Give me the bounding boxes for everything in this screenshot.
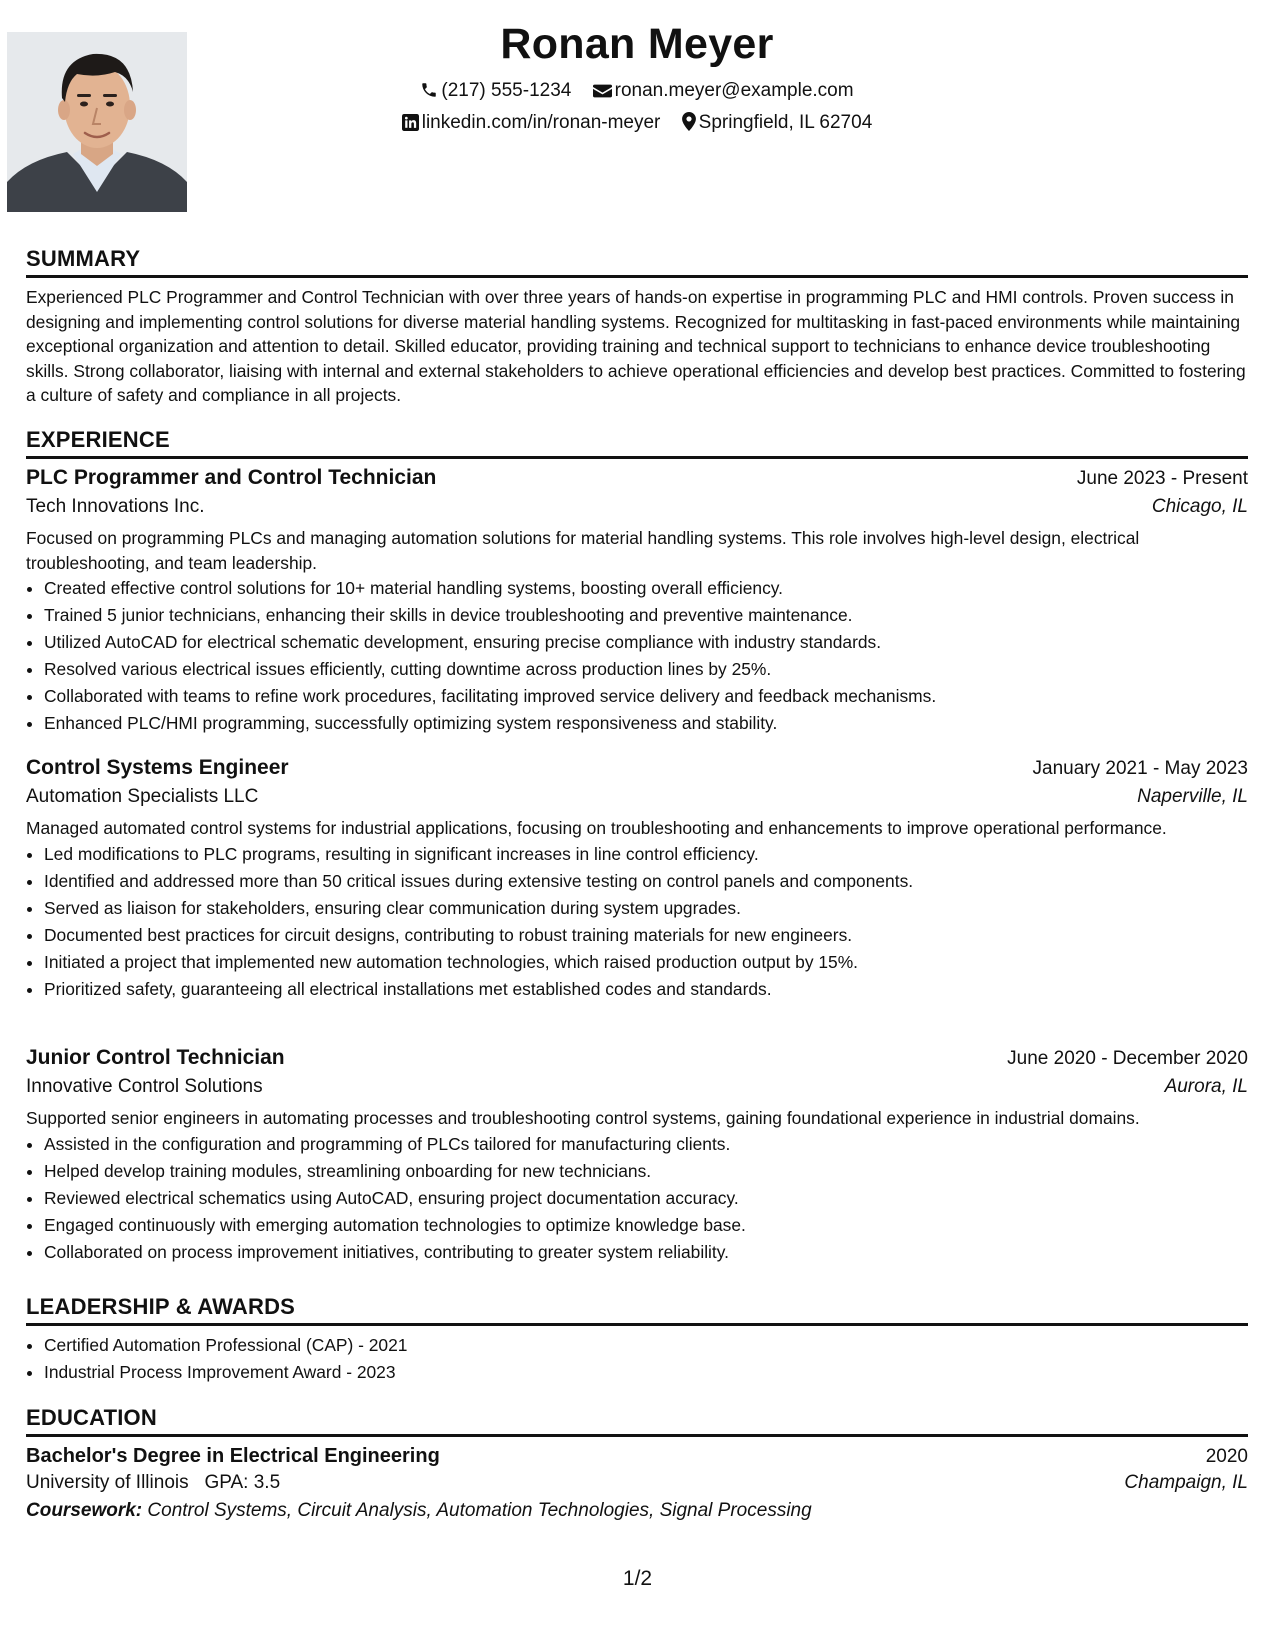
job-company: Tech Innovations Inc. — [26, 496, 205, 517]
job-entry — [26, 1046, 1248, 1266]
contact-line-1 — [26, 80, 1248, 102]
location-text: Springfield, IL 62704 — [698, 112, 873, 133]
job-company: Innovative Control Solutions — [26, 1076, 263, 1097]
job-description: Focused on programming PLCs and managing automation solutions for material handling systems. This role involves high-level design, electrical troubleshooting, and team leadership. — [26, 528, 1140, 573]
page-number: 1/2 — [622, 1567, 653, 1590]
phone-icon — [420, 81, 438, 99]
coursework-list: Control Systems, Circuit Analysis, Automation Technologies, Signal Processing — [147, 1500, 812, 1521]
awards-list — [26, 1332, 1248, 1386]
job-dates: June 2023 - Present — [1076, 468, 1248, 489]
linkedin-text: linkedin.com/in/ronan-meyer — [421, 112, 661, 133]
job-location: Naperville, IL — [1137, 786, 1248, 807]
list-item: • Collaborated on process improvement initiatives, contributing to greater system reliability. — [44, 1239, 1248, 1266]
list-item: • Trained 5 junior technicians, enhancing their skills in device troubleshooting and preventive maintenance. — [44, 602, 1248, 629]
list-item: • Documented best practices for circuit designs, contributing to robust training materials for new engineers. — [44, 922, 1248, 949]
job-company: Automation Specialists LLC — [26, 786, 259, 807]
list-item: • Resolved various electrical issues efficiently, cutting downtime across production lines by 25%. — [44, 656, 1248, 683]
job-dates: June 2020 - December 2020 — [1007, 1048, 1248, 1069]
education-section — [26, 1405, 1248, 1522]
list-item: • Created effective control solutions for 10+ material handling systems, boosting overall efficiency. — [44, 575, 1248, 602]
degree-title: Bachelor's Degree in Electrical Engineering — [26, 1445, 440, 1467]
job-title: PLC Programmer and Control Technician — [26, 466, 437, 489]
graduation-year: 2020 — [1205, 1446, 1248, 1467]
list-item: • Identified and addressed more than 50 critical issues during extensive testing on control panels and components. — [44, 868, 1248, 895]
list-item: • Helped develop training modules, streamlining onboarding for new technicians. — [44, 1158, 1248, 1185]
contact-line-2 — [26, 112, 1248, 134]
contact-location — [682, 112, 873, 134]
job-description: Managed automated control systems for industrial applications, focusing on troubleshooting and enhancements to improve operational performance. — [26, 818, 1167, 838]
list-item: • Assisted in the configuration and programming of PLCs tailored for manufacturing clients. — [44, 1131, 1248, 1158]
envelope-icon — [593, 83, 612, 99]
map-pin-icon — [682, 112, 696, 131]
list-item: • Reviewed electrical schematics using AutoCAD, ensuring project documentation accuracy. — [44, 1185, 1248, 1212]
school-name: University of Illinois — [26, 1472, 189, 1493]
contact-email[interactable] — [593, 80, 854, 102]
list-item: • Enhanced PLC/HMI programming, successfully optimizing system responsiveness and stability. — [44, 710, 1248, 737]
section-title-education: EDUCATION — [26, 1405, 1248, 1437]
experience-section — [26, 427, 1248, 459]
linkedin-icon — [402, 114, 419, 131]
job-dates: January 2021 - May 2023 — [1032, 758, 1248, 779]
list-item: • Certified Automation Professional (CAP) - 2021 — [44, 1332, 1248, 1359]
list-item: • Collaborated with teams to refine work procedures, facilitating improved service delivery and feedback mechanisms. — [44, 683, 1248, 710]
list-item: • Industrial Process Improvement Award - 2023 — [44, 1359, 1248, 1386]
job-entry — [26, 466, 1248, 737]
list-item: • Prioritized safety, guaranteeing all electrical installations met established codes and standards. — [44, 976, 1248, 1003]
section-title-leadership: LEADERSHIP & AWARDS — [26, 1294, 1248, 1326]
job-entry — [26, 756, 1248, 1003]
summary-section — [26, 246, 1248, 408]
list-item: • Initiated a project that implemented new automation technologies, which raised production output by 15%. — [44, 949, 1248, 976]
gpa: GPA: 3.5 — [204, 1472, 281, 1493]
list-item: • Led modifications to PLC programs, resulting in significant increases in line control efficiency. — [44, 841, 1248, 868]
job-description: Supported senior engineers in automating processes and troubleshooting control systems, gaining foundational experience in industrial domains. — [26, 1108, 1140, 1128]
job-title: Junior Control Technician — [26, 1046, 285, 1069]
leadership-section — [26, 1294, 1248, 1386]
coursework — [26, 1500, 1248, 1522]
school-location: Champaign, IL — [1124, 1472, 1248, 1493]
job-bullets — [26, 1131, 1248, 1266]
contact-phone[interactable] — [420, 80, 571, 102]
job-location: Chicago, IL — [1151, 496, 1248, 517]
job-bullets — [26, 841, 1248, 1003]
candidate-name: Ronan Meyer — [500, 20, 774, 68]
phone-text: (217) 555-1234 — [441, 80, 572, 101]
summary-text: Experienced PLC Programmer and Control Technician with over three years of hands-on expertise in programming PLC and HMI controls. Proven success in designing and implementing control solutions for diverse material handling systems. Recognized for multitasking in fast-paced environments while maintaining exceptional organization and attention to detail. Skilled educator, providing training and technical support to technicians to enhance device troubleshooting skills. Strong collaborator, liaising with internal and external stakeholders to achieve operational efficiencies and develop best practices. Committed to fostering a culture of safety and compliance in all projects. — [26, 287, 1246, 406]
job-title: Control Systems Engineer — [26, 756, 289, 779]
list-item: • Served as liaison for stakeholders, ensuring clear communication during system upgrades. — [44, 895, 1248, 922]
section-title-experience: EXPERIENCE — [26, 427, 1248, 459]
section-title-summary: SUMMARY — [26, 246, 1248, 278]
email-text: ronan.meyer@example.com — [614, 80, 854, 101]
contact-linkedin[interactable] — [402, 112, 661, 134]
job-bullets — [26, 575, 1248, 737]
coursework-label: Coursework: — [26, 1500, 143, 1521]
school-info — [26, 1472, 280, 1494]
job-location: Aurora, IL — [1164, 1076, 1248, 1097]
list-item: • Engaged continuously with emerging automation technologies to optimize knowledge base. — [44, 1212, 1248, 1239]
list-item: • Utilized AutoCAD for electrical schematic development, ensuring precise compliance with industry standards. — [44, 629, 1248, 656]
